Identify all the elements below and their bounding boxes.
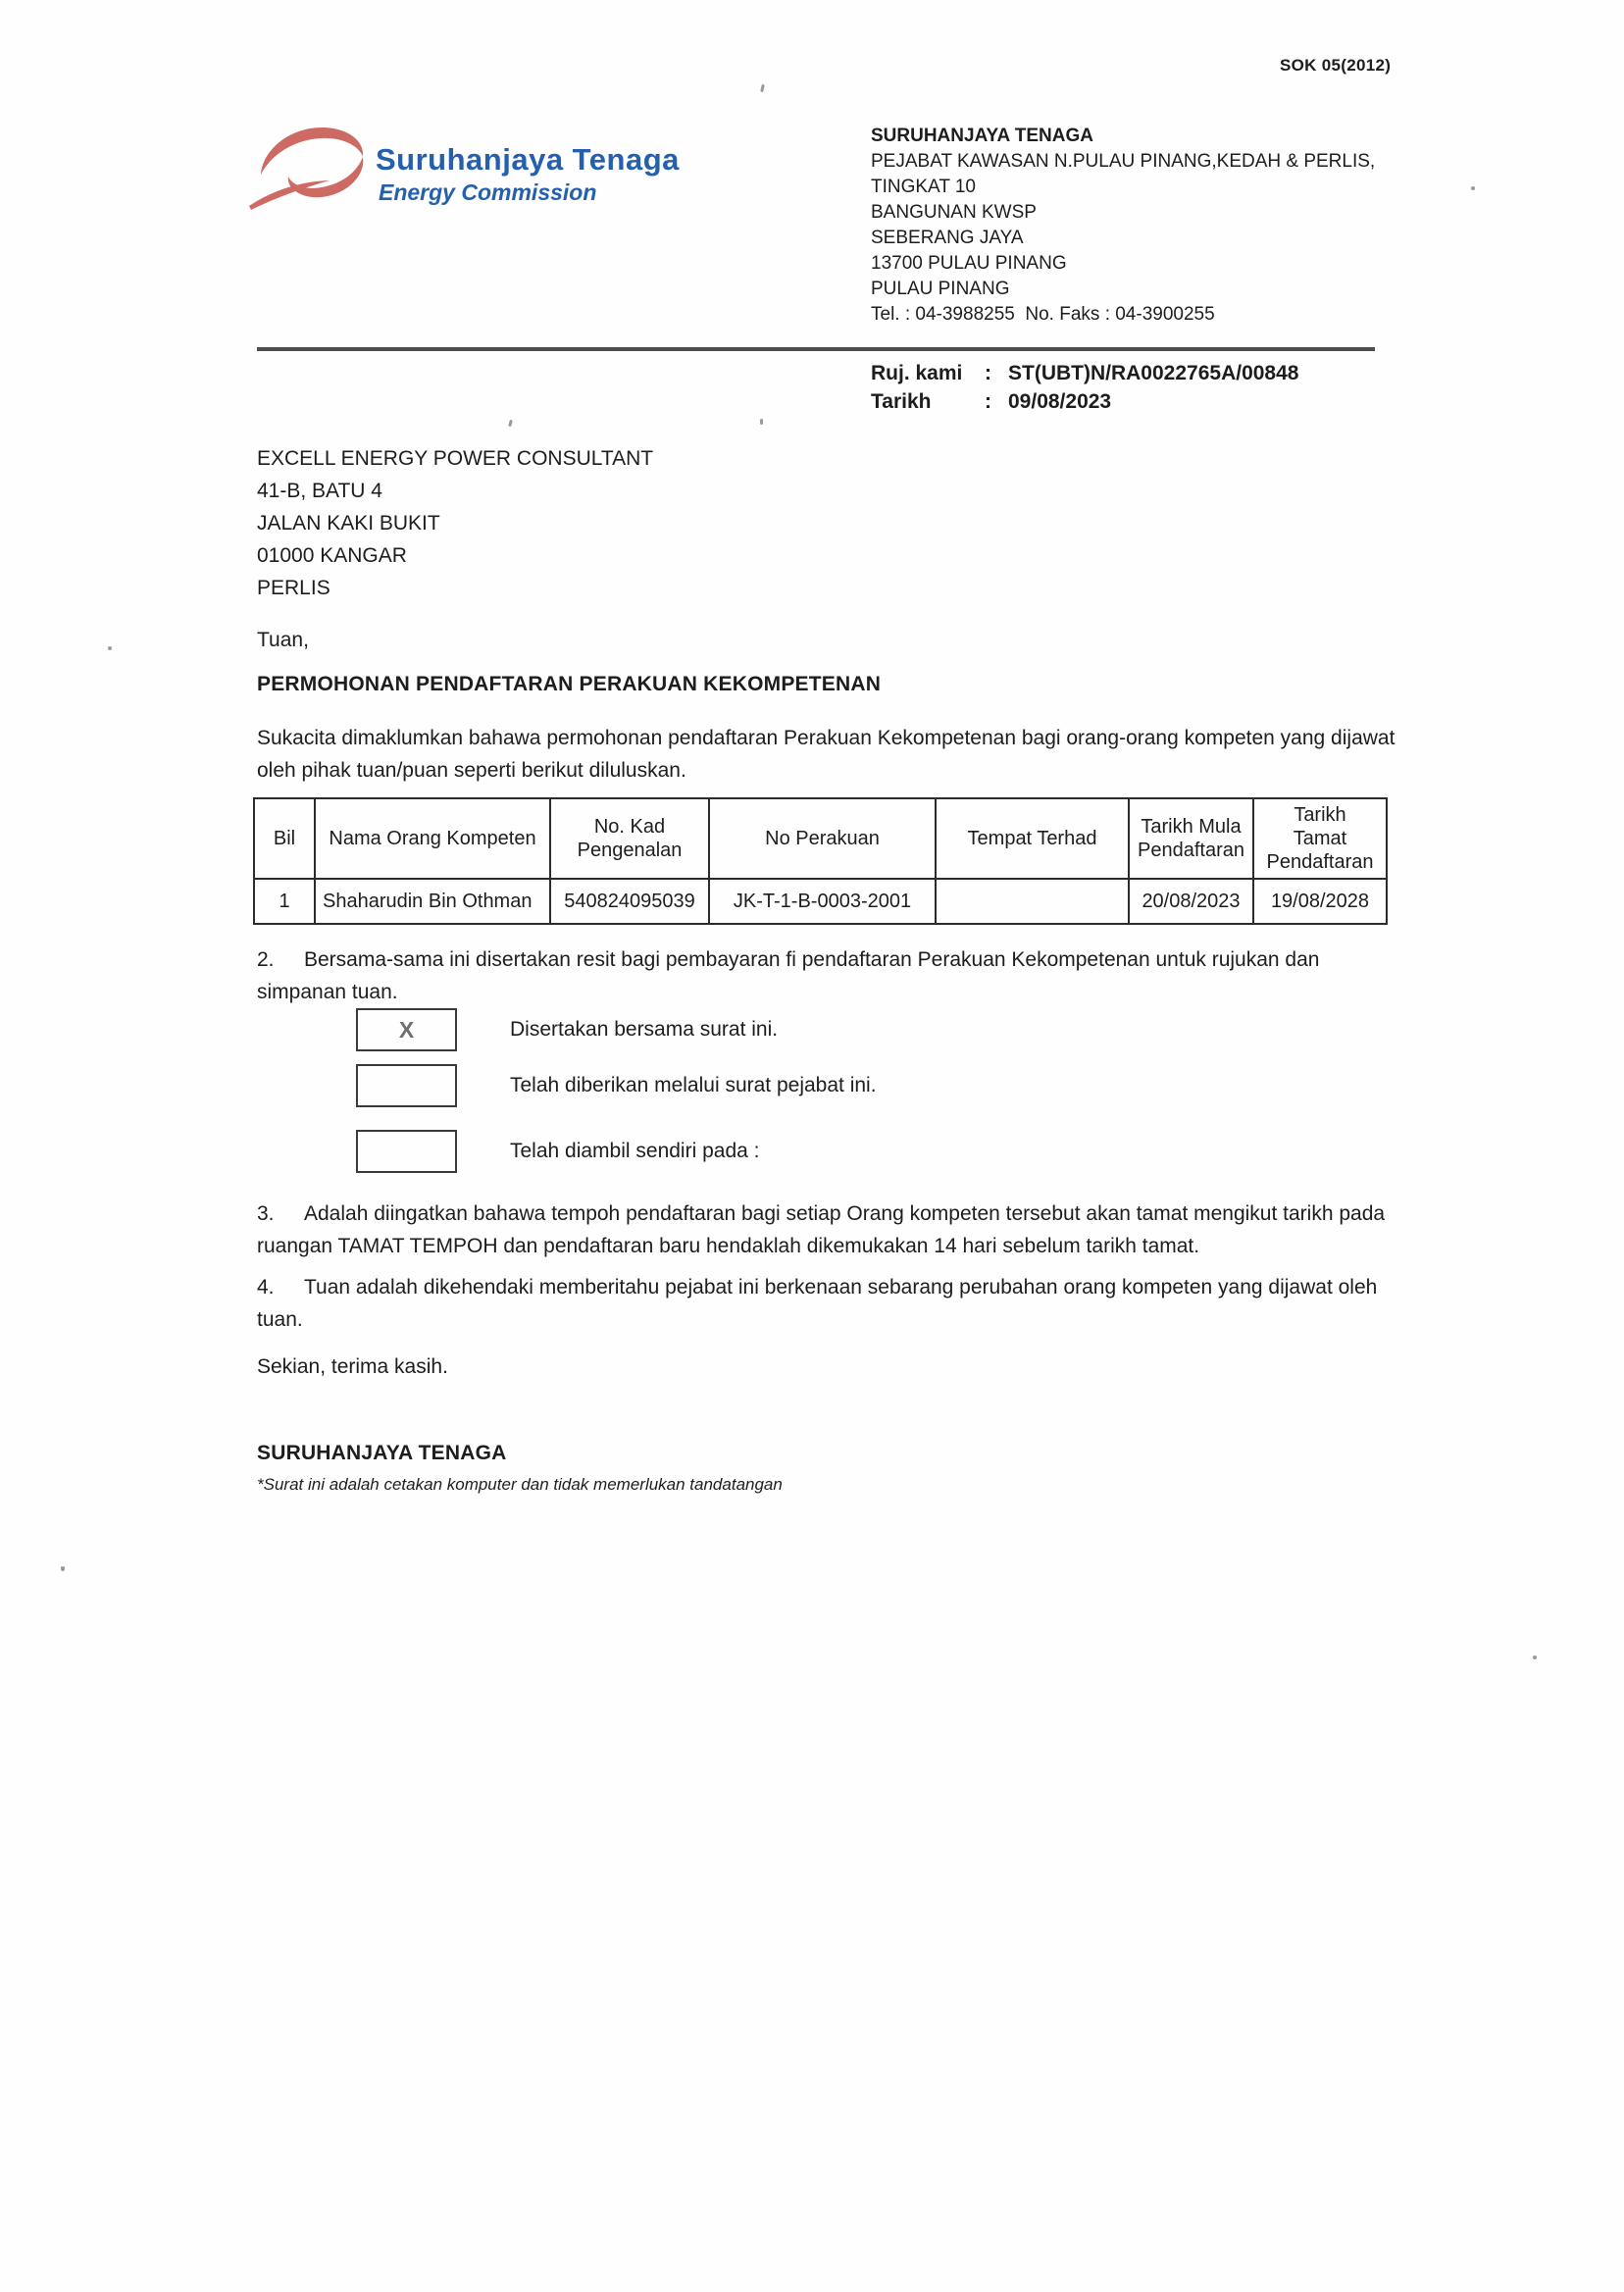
sender-address-line: BANGUNAN KWSP (871, 202, 1037, 223)
sender-address-line: 13700 PULAU PINANG (871, 253, 1067, 274)
sender-contact-line: Tel. : 04-3988255 No. Faks : 04-3900255 (871, 304, 1215, 325)
checkbox-label: Telah diberikan melalui surat pejabat ini. (510, 1074, 877, 1096)
scan-speckle (760, 419, 763, 425)
salutation: Tuan, (257, 629, 309, 651)
recipient-line: 01000 KANGAR (257, 544, 407, 567)
ref-label: Ruj. kami (871, 362, 963, 384)
ref-value: ST(UBT)N/RA0022765A/00848 (1008, 362, 1299, 384)
ref-colon: : (985, 362, 991, 384)
sender-address-line: PULAU PINANG (871, 279, 1010, 299)
col-header-tempat-terhad: Tempat Terhad (936, 798, 1129, 879)
date-label: Tarikh (871, 390, 932, 413)
paragraph-number: 2. (257, 948, 275, 971)
scan-speckle (760, 84, 765, 92)
signature-name: SURUHANJAYA TENAGA (257, 1442, 507, 1464)
subject-line: PERMOHONAN PENDAFTARAN PERAKUAN KEKOMPETENAN (257, 673, 882, 695)
checkbox-diberikan (356, 1064, 457, 1107)
cell-no-kad: 540824095039 (550, 879, 709, 924)
recipient-line: PERLIS (257, 577, 330, 599)
reference-block (871, 359, 1298, 416)
checkbox-label: Disertakan bersama surat ini. (510, 1018, 779, 1041)
checkbox-row-diambil (356, 1130, 1141, 1173)
sender-address-line: SEBERANG JAYA (871, 228, 1024, 248)
recipient-address-block (257, 442, 653, 604)
recipient-line: EXCELL ENERGY POWER CONSULTANT (257, 447, 654, 470)
sender-name: SURUHANJAYA TENAGA (871, 126, 1093, 146)
paragraph-text: Adalah diingatkan bahawa tempoh pendaftaran bagi setiap Orang kompeten tersebut akan tamat mengikut tarikh pada ruangan TAMAT TEMPOH dan pendaftaran baru hendaklah dikemukakan 14 hari sebelum tarikh tamat. (257, 1202, 1386, 1257)
recipient-line: 41-B, BATU 4 (257, 480, 382, 502)
logo-tagline: Energy Commission (379, 179, 597, 205)
scan-speckle (1533, 1655, 1537, 1659)
checkbox-diambil (356, 1130, 457, 1173)
paragraph-number: 3. (257, 1202, 275, 1225)
sender-address-line: TINGKAT 10 (871, 177, 976, 197)
col-header-bil: Bil (254, 798, 315, 879)
registration-table (253, 797, 1388, 925)
logo-title: Suruhanjaya Tenaga (376, 142, 680, 177)
scan-speckle (61, 1566, 65, 1571)
cell-tempat-terhad (936, 879, 1129, 924)
cell-bil: 1 (254, 879, 315, 924)
cell-tarikh-tamat: 19/08/2028 (1253, 879, 1387, 924)
date-value: 09/08/2023 (1008, 390, 1112, 413)
cell-tarikh-mula: 20/08/2023 (1129, 879, 1253, 924)
letterhead-divider (257, 347, 1375, 351)
sender-address-block (871, 124, 1375, 328)
computer-generated-footnote: *Surat ini adalah cetakan komputer dan tidak memerlukan tandatangan (257, 1475, 783, 1494)
col-header-no-perakuan: No Perakuan (709, 798, 936, 879)
scan-speckle (108, 646, 112, 650)
cell-no-perakuan: JK-T-1-B-0003-2001 (709, 879, 936, 924)
closing-line: Sekian, terima kasih. (257, 1355, 448, 1378)
checkbox-label: Telah diambil sendiri pada : (510, 1140, 760, 1162)
date-colon: : (985, 390, 991, 413)
table-row (254, 879, 1387, 924)
paragraph-1: Sukacita dimaklumkan bahawa permohonan pendaftaran Perakuan Kekompetenan bagi orang-orang kompeten yang dijawat oleh pihak tuan/puan seperti berikut diluluskan. (257, 727, 1396, 782)
paragraph-2 (257, 943, 1409, 1008)
paragraph-4 (257, 1271, 1409, 1336)
col-header-tarikh-tamat: Tarikh Tamat Pendaftaran (1253, 798, 1387, 879)
table-header-row (254, 798, 1387, 879)
checkbox-row-diberikan (356, 1064, 1141, 1107)
col-header-nama: Nama Orang Kompeten (315, 798, 550, 879)
form-code: SOK 05(2012) (1280, 56, 1392, 75)
checkbox-disertakan: X (356, 1008, 457, 1051)
paragraph-text: Bersama-sama ini disertakan resit bagi pembayaran fi pendaftaran Perakuan Kekompetenan untuk rujukan dan simpanan tuan. (257, 948, 1320, 1003)
checkbox-row-disertakan (356, 1008, 1141, 1051)
scan-speckle (1471, 186, 1475, 190)
date-row (871, 387, 1298, 416)
col-header-tarikh-mula: Tarikh Mula Pendaftaran (1129, 798, 1253, 879)
sender-address-line: PEJABAT KAWASAN N.PULAU PINANG,KEDAH & PERLIS, (871, 151, 1376, 172)
recipient-line: JALAN KAKI BUKIT (257, 512, 440, 535)
paragraph-text: Tuan adalah dikehendaki memberitahu pejabat ini berkenaan sebarang perubahan orang kompeten yang dijawat oleh tuan. (257, 1276, 1378, 1331)
paragraph-3 (257, 1197, 1409, 1262)
paragraph-number: 4. (257, 1276, 275, 1299)
reference-row (871, 359, 1298, 387)
cell-nama: Shaharudin Bin Othman (315, 879, 550, 924)
col-header-no-kad: No. Kad Pengenalan (550, 798, 709, 879)
scan-speckle (508, 420, 513, 428)
energy-commission-logo-icon (247, 116, 381, 216)
